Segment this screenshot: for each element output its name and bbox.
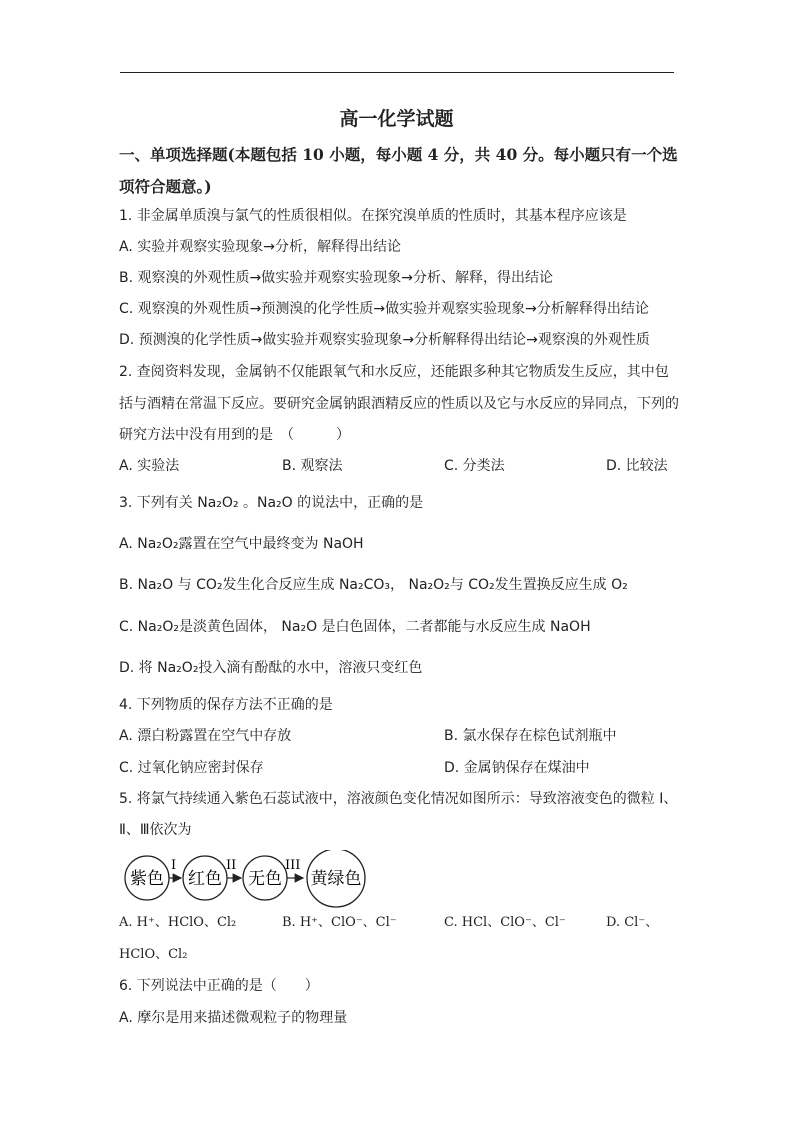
- q2-stem-line2: 括与酒精在常温下反应。要研究金属钠跟酒精反应的性质以及它与水反应的异同点，下列的: [119, 396, 679, 412]
- q5-option-a: A. H⁺、HClO、Cl₂: [119, 915, 237, 930]
- q5-option-b: B. H⁺、ClO⁻、Cl⁻: [282, 915, 397, 930]
- q5-option-d-continued: HClO、Cl₂: [119, 947, 188, 962]
- q2-stem-line1: 2. 查阅资料发现，金属钠不仅能跟氧气和水反应，还能跟多种其它物质发生反应，其中包: [119, 364, 669, 380]
- diagram-node-purple-label: 紫色: [130, 869, 164, 889]
- q5-option-c: C. HCl、ClO⁻、Cl⁻: [444, 915, 566, 930]
- q4-option-a: A. 漂白粉露置在空气中存放: [119, 728, 292, 744]
- diagram-node-purple: [125, 856, 169, 900]
- q3-option-d: D. 将 Na₂O₂投入滴有酚酞的水中，溶液只变红色: [119, 660, 423, 676]
- q2-option-a: A. 实验法: [119, 458, 180, 474]
- q1-stem: 1. 非金属单质溴与氯气的性质很相似。在探究溴单质的性质时，其基本程序应该是: [119, 208, 627, 224]
- q5-option-d: D. Cl⁻、: [606, 915, 659, 930]
- q3-option-a: A. Na₂O₂露置在空气中最终变为 NaOH: [119, 536, 364, 552]
- q2-option-d: D. 比较法: [606, 458, 668, 474]
- q2-stem-line3: 研究方法中没有用到的是 （ ）: [119, 427, 350, 443]
- q2-option-c: C. 分类法: [444, 458, 505, 474]
- header-rule: [120, 72, 674, 73]
- q1-option-b: B. 观察溴的外观性质→做实验并观察实验现象→分析、解释，得出结论: [119, 270, 553, 286]
- q5-stem-line2: Ⅱ、Ⅲ依次为: [119, 822, 192, 838]
- diagram-node-red-label: 红色: [188, 869, 222, 889]
- diagram-node-red: [183, 856, 227, 900]
- q1-option-a: A. 实验并观察实验现象→分析，解释得出结论: [119, 239, 401, 255]
- q1-option-d: D. 预测溴的化学性质→做实验并观察实验现象→分析解释得出结论→观察溴的外观性质: [119, 332, 650, 348]
- diagram-node-colorless-label: 无色: [248, 869, 282, 889]
- section-heading-line2: 项符合题意。): [119, 177, 212, 196]
- diagram-arrow-1-label: I: [171, 858, 177, 873]
- diagram-node-colorless: [243, 856, 287, 900]
- q3-stem: 3. 下列有关 Na₂O₂ 。Na₂O 的说法中，正确的是: [119, 495, 424, 511]
- q3-option-b: B. Na₂O 与 CO₂发生化合反应生成 Na₂CO₃， Na₂O₂与 CO₂发生置换反应生成 O₂: [119, 577, 628, 593]
- q4-option-d: D. 金属钠保存在煤油中: [444, 760, 590, 776]
- color-change-diagram: [119, 850, 375, 910]
- diagram-node-yellow-green: [307, 850, 365, 907]
- q1-option-c: C. 观察溴的外观性质→预测溴的化学性质→做实验并观察实验现象→分析解释得出结论: [119, 301, 649, 317]
- diagram-arrow-2-label: II: [226, 858, 237, 873]
- diagram-node-yellow-green-label: 黄绿色: [310, 869, 362, 889]
- q6-option-a: A. 摩尔是用来描述微观粒子的物理量: [119, 1010, 348, 1026]
- q4-option-c: C. 过氧化钠应密封保存: [119, 760, 264, 776]
- q3-option-c: C. Na₂O₂是淡黄色固体， Na₂O 是白色固体，二者都能与水反应生成 NaOH: [119, 619, 591, 635]
- q6-stem: 6. 下列说法中正确的是（ ）: [119, 978, 319, 994]
- q4-stem: 4. 下列物质的保存方法不正确的是: [119, 697, 333, 713]
- page-title: 高一化学试题: [339, 108, 454, 130]
- section-heading-line1: 一、单项选择题(本题包括 10 小题，每小题 4 分，共 40 分。每小题只有一个选: [119, 145, 678, 164]
- q5-stem-line1: 5. 将氯气持续通入紫色石蕊试液中，溶液颜色变化情况如图所示：导致溶液变色的微粒 I、: [119, 791, 678, 807]
- diagram-arrow-3-label: III: [285, 858, 301, 873]
- q2-option-b: B. 观察法: [282, 458, 343, 474]
- q4-option-b: B. 氯水保存在棕色试剂瓶中: [444, 728, 617, 744]
